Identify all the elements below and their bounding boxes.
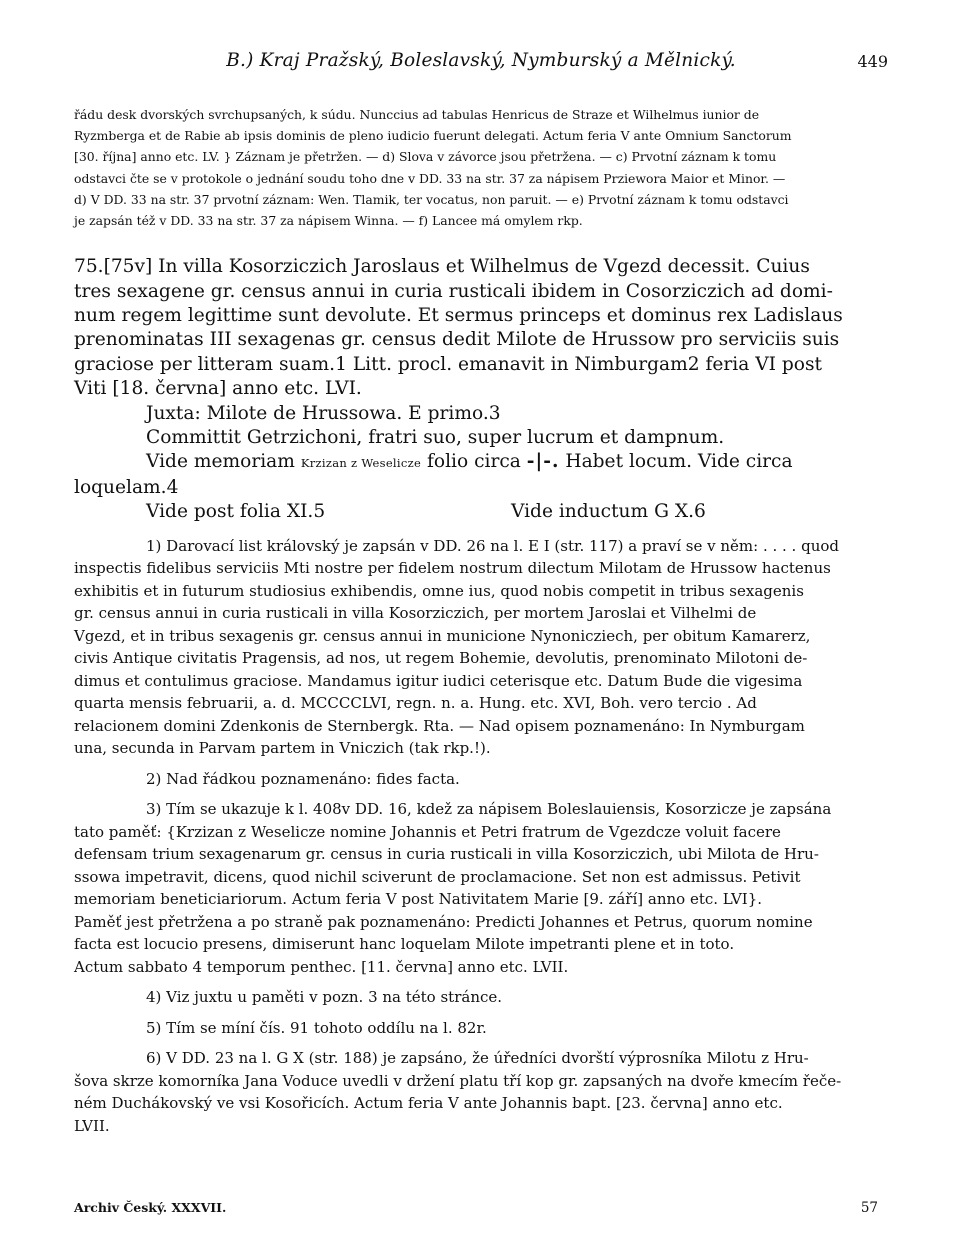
vide-memoriam-name: Krzizan z Weselicze <box>300 456 422 471</box>
page-header <box>74 40 888 80</box>
vide-memoriam-habet: Habet locum. Vide circa <box>565 451 793 473</box>
note-start-line: 4) Viz juxtu u paměti v pozn. 3 na této stránce. <box>146 988 503 1007</box>
note-line: LVII. <box>74 1116 110 1135</box>
footnote-line: řádu desk dvorských svrchupsaných, k súdu. Nunccius ad tabulas Henricus de Straze et Wilhelmus iunior de <box>74 107 760 122</box>
note-line: ssowa impetravit, dicens, quod nichil sciverunt de proclamacione. Set non est admissus. Petivit <box>74 867 801 886</box>
note-line: una, secunda in Parvam partem in Vniczich (tak rkp.!). <box>74 739 491 758</box>
notes-section <box>74 535 888 1138</box>
note-line: relacionem domini Zdenkonis de Sternbergk. Rta. — Nad opisem poznamenáno: In Nymburgam <box>74 716 805 735</box>
sheet-number: 57 <box>860 1200 878 1216</box>
vide-post: Vide post folia XI.5 <box>146 501 326 523</box>
vide-inductum: Vide inductum G X.6 <box>511 501 706 523</box>
entry-75 <box>74 255 888 524</box>
note-line: ném Duchákovský ve vsi Kosořicích. Actum feria V ante Johannis bapt. [23. června] anno etc. <box>74 1094 783 1113</box>
vide-memoriam-folio: folio circa <box>427 451 521 473</box>
entry-line: graciose per litteram suam.1 Litt. procl. emanavit in Nimburgam2 feria VI post <box>74 353 822 375</box>
entry-line: prenominatas III sexagenas gr. census dedit Milote de Hrussow pro serviciis suis <box>74 329 840 351</box>
note-line: memoriam beneticiariorum. Actum feria V post Nativitatem Marie [9. září] anno etc. LVI}. <box>74 890 763 909</box>
note-line: facta est locucio presens, dimiserunt hanc loquelam Milote impetranti plene et in toto. <box>74 935 735 954</box>
vide-memoriam-text: Vide memoriam <box>146 451 295 473</box>
note-line: quarta mensis februarii, a. d. MCCCCLVI, regn. n. a. Hung. etc. XVI, Boh. vero tercio . Ad <box>74 694 757 713</box>
cross-sign: -|-. <box>526 451 560 473</box>
loquelam-line: loquelam.4 <box>74 476 179 498</box>
note-line: Actum sabbato 4 temporum penthec. [11. června] anno etc. LVII. <box>74 957 569 976</box>
footnote-line: [30. října] anno etc. LV. } Záznam je přetržen. — d) Slova v závorce jsou přetržena. — c) Prvotní záznam k tomu <box>74 149 777 165</box>
running-title: B.) Kraj Pražský, Boleslavský, Nymburský a Mělnický. <box>226 50 736 71</box>
note-start-line: 2) Nad řádkou poznamenáno: fides facta. <box>146 769 460 788</box>
note-start-line: 1) Darovací list královský je zapsán v DD. 26 na l. E I (str. 117) a praví se v něm: . . . . quod <box>146 536 839 555</box>
entry-line: 75.[75v] In villa Kosorziczich Jaroslaus et Wilhelmus de Vgezd decessit. Cuius <box>74 256 810 278</box>
note-line: Vgezd, et in tribus sexagenis gr. census annui in municione Nynoniczіech, per obitum Kamarerz, <box>74 626 811 645</box>
note-start-line: 5) Tím se míní čís. 91 tohoto oddílu na l. 82r. <box>146 1018 487 1037</box>
note-line: gr. census annui in curia rusticali in villa Kosorziczich, per mortem Jaroslai et Vilhelmi de <box>74 604 757 623</box>
note-line: šova skrze komorníka Jana Voduce uvedli v držení platu tří kop gr. zapsaných na dvoře kmecím řeče- <box>74 1071 842 1090</box>
note-start-line: 3) Tím se ukazuje k l. 408v DD. 16, kdež za nápisem Boleslauiensis, Kosorzicze je zapsána <box>146 800 832 819</box>
footnote-line: d) V DD. 33 na str. 37 prvotní záznam: Wen. Tlamik, ter vocatus, non paruit. — e) Prvotní záznam k tomu odstavci <box>74 191 789 207</box>
committit-line: Committit Getrzichoni, fratri suo, super lucrum et dampnum. <box>146 427 725 449</box>
entry-line: num regem legittime sunt devolute. Et sermus princeps et dominus rex Ladislaus <box>74 305 843 327</box>
page-number: 449 <box>857 52 888 71</box>
footnote-line: odstavci čte se v protokole o jednání soudu toho dne v DD. 33 na str. 37 za nápisem Przieworа Maior et Minor. — <box>74 170 786 186</box>
note-line: exhibitis et in futurum studiosius exhibendis, omne ius, quod nobis competit in tribus sexagenis <box>74 581 804 600</box>
note-line: inspectis fidelibus serviciis Mti nostre per fidelem nostrum dilectum Milotam de Hrussow hactenus <box>74 559 831 578</box>
document-page <box>74 40 888 1216</box>
footnote-line: je zapsán též v DD. 33 na str. 37 za nápisem Winna. — f) Lancee má omylem rkp. <box>74 213 583 229</box>
entry-line: tres sexagene gr. census annui in curia rusticali ibidem in Cosorziczich ad domi- <box>74 280 833 302</box>
note-line: defensam trium sexagenarum gr. census in curia rusticali in villa Kosorziczich, ubi Milota de Hru- <box>74 845 819 864</box>
top-footnotes <box>74 104 888 231</box>
note-line: civis Antique civitatis Pragensis, ad nos, ut regem Bohemie, devolutis, prenominato Milotoni de- <box>74 649 808 668</box>
note-line: tato paměť: {Krzizan z Weselicze nomine Johannis et Petri fratrum de Vgezdcze voluit facere <box>74 822 781 841</box>
footer-signature: Archiv Český. XXXVII. <box>74 1200 227 1215</box>
note-line: dimus et contulimus graciose. Mandamus igitur iudici ceterisque etc. Datum Bude die vigesima <box>74 671 803 690</box>
footnote-line: Ryzmberga et de Rabie ab ipsis dominis de pleno iudicio fuerunt delegati. Actum feria V ante Omnium Sanctorum <box>74 128 792 144</box>
note-line: Paměť jest přetržena a po straně pak poznamenáno: Predicti Johannes et Petrus, quorum nomine <box>74 912 813 931</box>
note-start-line: 6) V DD. 23 na l. G X (str. 188) je zapsáno, že úředníci dvorští výprosníka Milotu z Hru- <box>146 1049 809 1068</box>
cross-references <box>74 500 888 524</box>
juxta-line: Juxta: Milote de Hrussowa. E primo.3 <box>146 402 501 424</box>
vide-memoriam-line <box>74 450 888 475</box>
entry-line: Viti [18. června] anno etc. LVI. <box>74 378 362 400</box>
